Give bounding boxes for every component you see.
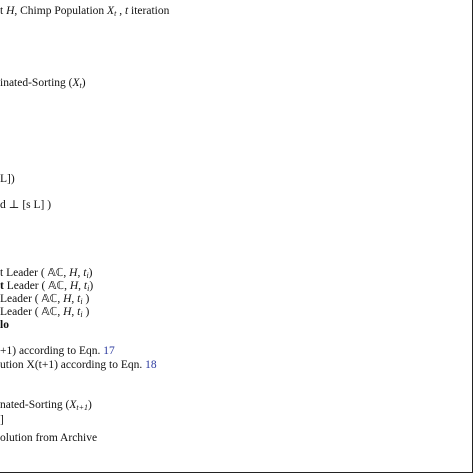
line-text: , xyxy=(71,306,78,318)
line-text: , xyxy=(71,293,78,305)
line-text: , xyxy=(77,267,84,279)
line-text: olution from Archive xyxy=(0,432,98,444)
line-text: Leader ( xyxy=(0,293,42,305)
line-text: ) xyxy=(89,280,94,292)
algo-line-partition xyxy=(0,172,15,186)
var-x: X xyxy=(107,5,115,17)
line-text: t Leader ( xyxy=(0,267,48,279)
line-text: ) xyxy=(88,267,93,279)
subscript: i xyxy=(80,310,83,319)
equation-reference[interactable]: 17 xyxy=(103,345,115,357)
algo-line-output xyxy=(0,431,97,445)
var-t: t xyxy=(77,293,81,305)
var-t: t xyxy=(124,5,129,17)
line-text: ution X(t+1) according to Eqn. xyxy=(0,359,146,371)
line-text: t xyxy=(0,5,7,17)
line-text: , xyxy=(116,5,125,17)
var-h: H xyxy=(69,267,78,279)
subscript: i xyxy=(86,271,89,280)
var-h: H xyxy=(63,293,72,305)
line-text: Leader ( xyxy=(0,306,42,318)
keyword: lo xyxy=(0,319,9,331)
algo-line-end-do xyxy=(0,318,9,332)
var-t: t xyxy=(83,280,88,292)
var-t: t xyxy=(83,267,87,279)
line-text: ) xyxy=(81,77,86,89)
line-text: , xyxy=(63,267,70,279)
algo-line-sorting-next xyxy=(0,398,92,415)
var-x: X xyxy=(69,399,77,411)
line-text: iteration xyxy=(128,5,170,17)
line-text: d ⊥ [s L] ) xyxy=(0,199,52,211)
line-text: ) xyxy=(82,293,90,305)
line-text: ) xyxy=(87,399,92,411)
line-text: ] xyxy=(0,414,4,426)
subscript: i xyxy=(80,297,83,306)
var-h: H xyxy=(69,280,79,292)
line-text: , xyxy=(64,280,70,292)
subscript: t xyxy=(114,9,117,18)
algo-line-perp xyxy=(0,198,51,212)
equation-reference[interactable]: 18 xyxy=(145,359,157,371)
line-text: nated-Sorting ( xyxy=(0,399,70,411)
line-text: inated-Sorting ( xyxy=(0,77,73,89)
symbol-ac: 𝔸ℂ xyxy=(48,279,65,292)
line-text: L]) xyxy=(0,173,15,185)
var-t: t xyxy=(77,306,81,318)
algo-line-leader-4 xyxy=(0,305,89,322)
line-text: , Chimp Population xyxy=(14,5,108,17)
line-text: ) xyxy=(82,306,90,318)
line-text: Leader ( xyxy=(3,280,49,292)
var-h: H xyxy=(6,5,15,17)
line-text: , xyxy=(78,280,84,292)
algo-line-update-2 xyxy=(0,358,157,372)
line-text: , xyxy=(57,306,64,318)
line-text: , xyxy=(57,293,64,305)
keyword: t xyxy=(0,280,4,292)
var-x: X xyxy=(72,77,80,89)
var-h: H xyxy=(63,306,72,318)
algo-line-update-1 xyxy=(0,344,115,358)
line-text: +1) according to Eqn. xyxy=(0,345,104,357)
subscript: i xyxy=(87,284,90,293)
algo-line-sorting xyxy=(0,76,86,93)
algo-line-input xyxy=(0,4,169,21)
subscript: t xyxy=(79,81,82,90)
algo-line-bracket xyxy=(0,413,4,427)
symbol-ac: 𝔸ℂ xyxy=(41,305,58,318)
subscript: t+1 xyxy=(76,403,88,412)
symbol-ac: 𝔸ℂ xyxy=(41,292,58,305)
symbol-ac: 𝔸ℂ xyxy=(47,266,64,279)
